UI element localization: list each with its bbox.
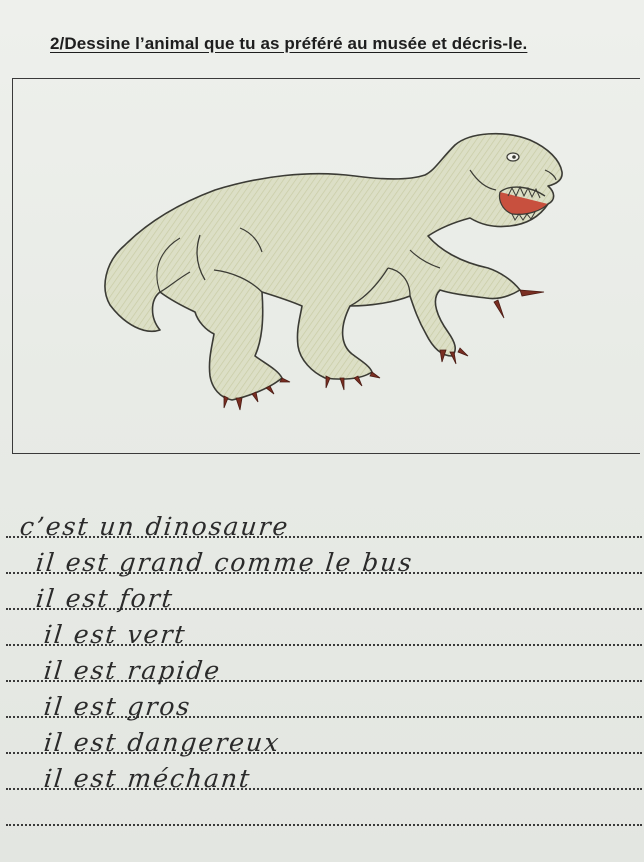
answer-text: il est grand comme le bus — [34, 548, 415, 577]
dinosaur-body — [105, 134, 562, 400]
answer-text: il est méchant — [42, 764, 253, 793]
answer-line-6 — [6, 684, 642, 722]
answer-line-1 — [6, 504, 642, 542]
answer-text: c’est un dinosaure — [18, 512, 291, 541]
answer-line-4 — [6, 612, 642, 650]
answer-text: il est vert — [42, 620, 189, 649]
answer-line-3 — [6, 576, 642, 614]
answer-line-7 — [6, 720, 642, 758]
answer-line-2 — [6, 540, 642, 578]
claws — [224, 290, 544, 410]
answer-text: il est fort — [34, 584, 176, 613]
answer-line-8 — [6, 756, 642, 794]
answer-line-9 — [6, 792, 642, 830]
answer-text: il est rapide — [42, 656, 223, 685]
answer-text: il est gros — [42, 692, 193, 721]
answer-line-5 — [6, 648, 642, 686]
question-title: 2/Dessine l’animal que tu as préféré au musée et décris-le. — [50, 34, 528, 53]
answer-text: il est dangereux — [42, 728, 282, 757]
answer-lines — [0, 500, 644, 862]
